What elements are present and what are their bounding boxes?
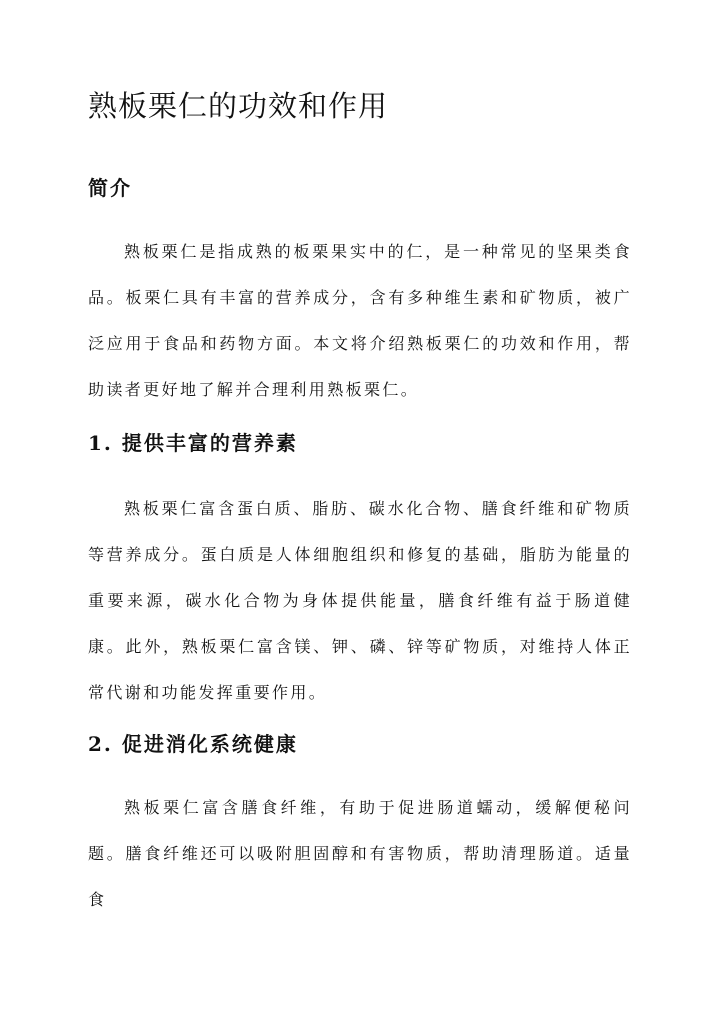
section-heading-digestion: 2. 促进消化系统健康 <box>88 732 298 756</box>
section-heading-intro: 简介 <box>88 176 132 200</box>
document-title: 熟板栗仁的功效和作用 <box>88 89 389 123</box>
section-heading-nutrition: 1. 提供丰富的营养素 <box>88 431 298 455</box>
section-body-intro: 熟板栗仁是指成熟的板栗果实中的仁，是一种常见的坚果类食品。板栗仁具有丰富的营养成分，含有多种维生素和矿物质，被广泛应用于食品和药物方面。本文将介绍熟板栗仁的功效和作用，帮助读者更好地了解并合理利用熟板栗仁。 <box>88 242 632 399</box>
section-body-nutrition: 熟板栗仁富含蛋白质、脂肪、碳水化合物、膳食纤维和矿物质等营养成分。蛋白质是人体细胞组织和修复的基础，脂肪为能量的重要来源，碳水化合物为身体提供能量，膳食纤维有益于肠道健康。此外，熟板栗仁富含镁、钾、磷、锌等矿物质，对维持人体正常代谢和功能发挥重要作用。 <box>88 499 632 702</box>
section-body-digestion: 熟板栗仁富含膳食纤维，有助于促进肠道蠕动，缓解便秘问题。膳食纤维还可以吸附胆固醇和有害物质，帮助清理肠道。适量食 <box>88 798 632 909</box>
